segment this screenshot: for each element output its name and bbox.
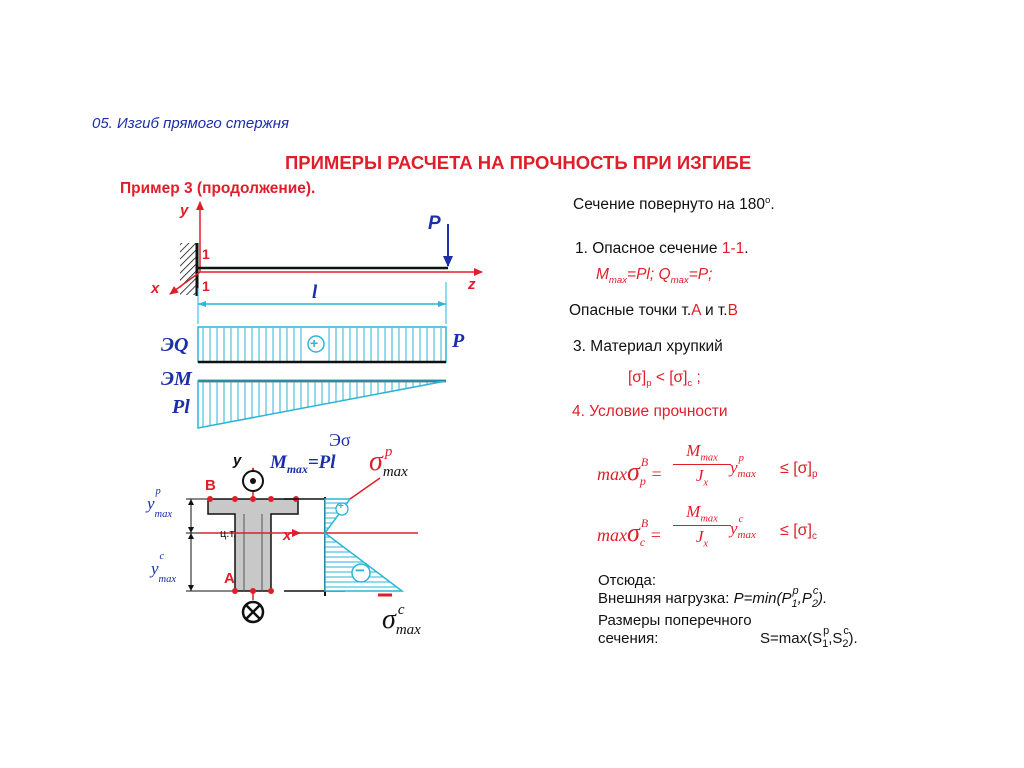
page-title: ПРИМЕРЫ РАСЧЕТА НА ПРОЧНОСТЬ ПРИ ИЗГИБЕ — [285, 152, 752, 173]
section-mark-bottom: 1 — [202, 278, 210, 294]
stress-plus: + — [338, 501, 344, 512]
shear-diagram-label: ЭQ — [161, 334, 189, 356]
formula-1-y: y p max — [730, 452, 756, 480]
formula-2-y: y c max — [730, 513, 756, 541]
section-size-formula: S=max(S p 1,S c 2). — [760, 625, 858, 650]
ymax-p-label: y p $_{max}$ — [147, 486, 173, 521]
step-1-values: $M_{max}=Pl$; $Q_{max}=P$; — [596, 266, 713, 287]
beam-z-label: z — [468, 276, 476, 293]
formula-1-left: maxσ B p = — [597, 455, 663, 488]
length-label: l — [312, 282, 318, 303]
section-x-label: x — [283, 527, 292, 544]
shear-diagram — [198, 327, 446, 362]
external-load: Внешняя нагрузка: P=min(P p 1,P c 2). — [598, 585, 828, 610]
shear-sign: + — [310, 335, 319, 351]
hence-label: Отсюда: — [598, 572, 657, 589]
wall-hatch — [180, 243, 196, 295]
section-moment: $M_{max}=Pl$ — [270, 452, 336, 476]
moment-diagram — [198, 381, 446, 428]
stress-diagram — [284, 478, 418, 596]
beam-x-label: x — [151, 280, 160, 297]
moment-diagram-label: ЭM — [161, 368, 192, 390]
sigma-c-label: σ c max — [382, 602, 421, 638]
sigma-p-label: σ p max — [369, 444, 408, 480]
step-4: 4. Условие прочности — [572, 403, 728, 420]
ymax-c-label: y c $_{max}$ — [151, 551, 177, 586]
shear-value: P — [452, 330, 465, 352]
t-section-shape — [208, 499, 298, 591]
material-condition: $[\sigma]_p < [\sigma]_c$ ; — [628, 369, 701, 390]
formula-2-fraction: $M_{max}$ $J_x$ — [673, 502, 731, 550]
formula-2-left: maxσ B c = — [597, 516, 662, 549]
centroid-label: ц.т. — [220, 528, 237, 540]
section-header: 05. Изгиб прямого стержня — [92, 115, 289, 132]
example-label: Пример 3 (продолжение). — [120, 180, 316, 197]
formula-1-right: ≤ $[\sigma]_p$ — [780, 460, 818, 481]
step-1: 1. Опасное сечение 1-1. — [575, 240, 749, 257]
section-size-line2: сечения: — [598, 630, 659, 647]
beam-y-label: y — [180, 202, 189, 219]
force-label: P — [428, 213, 441, 234]
cross-section — [186, 468, 300, 622]
rotated-note: Сечение повернуто на 180$^o$. — [573, 195, 775, 214]
section-size-line1: Размеры поперечного — [598, 612, 752, 629]
section-mark-top: 1 — [202, 246, 210, 262]
moment-value: Pl — [172, 396, 190, 418]
stress-diagram-label: Эσ — [329, 430, 351, 450]
formula-2-right: ≤ $[\sigma]_c$ — [780, 522, 817, 543]
step-3: 3. Материал хрупкий — [573, 338, 723, 355]
point-a-label: A — [224, 570, 235, 587]
stress-minus: − — [355, 561, 365, 580]
dangerous-points: Опасные точки т.A и т.B — [569, 302, 738, 319]
point-b-label: B — [205, 477, 216, 494]
section-y-label: y — [233, 452, 242, 469]
formula-1-fraction: $M_{max}$ $J_x$ — [673, 441, 731, 489]
